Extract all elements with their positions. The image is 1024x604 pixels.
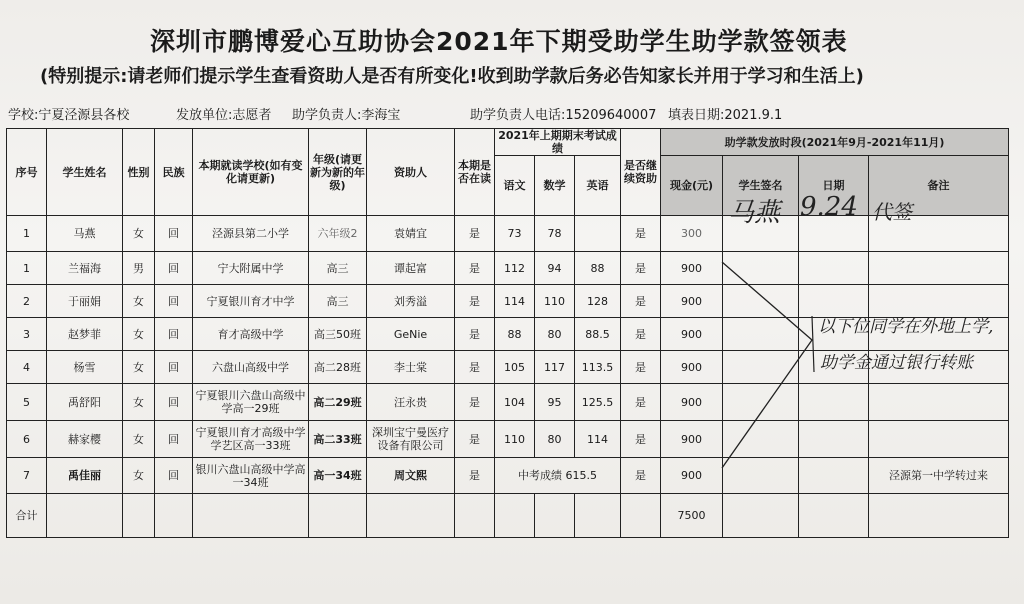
header-period: 助学款发放时段(2021年9月-2021年11月) — [661, 129, 1009, 156]
cell-name: 杨雪 — [47, 351, 123, 384]
cell-enrolled: 是 — [455, 216, 495, 252]
cell-math: 80 — [535, 318, 575, 351]
cell-cash: 900 — [661, 384, 723, 421]
handwritten-signature: 马燕 — [728, 198, 781, 228]
cell-math: 94 — [535, 252, 575, 285]
cell-name: 赵梦菲 — [47, 318, 123, 351]
cell-continue: 是 — [621, 384, 661, 421]
header-school: 本期就读学校(如有变化请更新) — [193, 129, 309, 216]
header-signature: 学生签名 — [723, 156, 799, 216]
cell-gender: 女 — [123, 351, 155, 384]
cell-seq: 6 — [7, 421, 47, 458]
cell-seq: 1 — [7, 216, 47, 252]
header-seq: 序号 — [7, 129, 47, 216]
cell-gender: 女 — [123, 318, 155, 351]
cell-continue: 是 — [621, 351, 661, 384]
header-math: 数学 — [535, 156, 575, 216]
cell-english: 114 — [575, 421, 621, 458]
cell-ethnic: 回 — [155, 285, 193, 318]
cell-sponsor: 周文熙 — [367, 458, 455, 494]
cell-enrolled: 是 — [455, 384, 495, 421]
cell-school: 六盘山高级中学 — [193, 351, 309, 384]
cell-cash: 300 — [661, 216, 723, 252]
cell-grade: 高二33班 — [309, 421, 367, 458]
cell-math: 80 — [535, 421, 575, 458]
cell-seq: 5 — [7, 384, 47, 421]
cell-cash: 900 — [661, 318, 723, 351]
cell-math: 78 — [535, 216, 575, 252]
cell-total-cash: 7500 — [661, 494, 723, 538]
cell-ethnic: 回 — [155, 318, 193, 351]
cell-sponsor: GeNie — [367, 318, 455, 351]
header-grade: 年级(请更新为新的年级) — [309, 129, 367, 216]
info-school: 学校:宁夏泾源县各校 — [8, 108, 130, 123]
cell-chinese: 105 — [495, 351, 535, 384]
header-scores: 2021年上期期末考试成绩 — [495, 129, 621, 156]
cell-ethnic: 回 — [155, 216, 193, 252]
cell-cash: 900 — [661, 351, 723, 384]
cell-ethnic: 回 — [155, 351, 193, 384]
cell-exam-note: 中考成绩 615.5 — [495, 458, 621, 494]
cell-name: 禹佳丽 — [47, 458, 123, 494]
cell-gender: 女 — [123, 458, 155, 494]
cell-total-label: 合计 — [7, 494, 47, 538]
cell-chinese: 88 — [495, 318, 535, 351]
cell-ethnic: 回 — [155, 421, 193, 458]
cell-gender: 女 — [123, 216, 155, 252]
header-chinese: 语文 — [495, 156, 535, 216]
cell-english: 128 — [575, 285, 621, 318]
handwritten-note-line1: 以下位同学在外地上学, — [818, 317, 994, 337]
cell-english: 88 — [575, 252, 621, 285]
cell-school: 育才高级中学 — [193, 318, 309, 351]
cell-ethnic: 回 — [155, 384, 193, 421]
info-date: 填表日期:2021.9.1 — [668, 108, 783, 123]
cell-cash: 900 — [661, 285, 723, 318]
info-phone: 助学负责人电话:15209640007 — [470, 108, 657, 123]
cell-seq: 4 — [7, 351, 47, 384]
cell-chinese: 114 — [495, 285, 535, 318]
cell-seq: 2 — [7, 285, 47, 318]
cell-english: 125.5 — [575, 384, 621, 421]
header-remark: 备注 — [869, 156, 1009, 216]
cell-chinese: 110 — [495, 421, 535, 458]
cell-continue: 是 — [621, 421, 661, 458]
info-responsible: 助学负责人:李海宝 — [292, 108, 401, 123]
cell-enrolled: 是 — [455, 318, 495, 351]
cell-gender: 男 — [123, 252, 155, 285]
cell-seq: 7 — [7, 458, 47, 494]
cell-sponsor: 刘秀溢 — [367, 285, 455, 318]
header-english: 英语 — [575, 156, 621, 216]
cell-continue: 是 — [621, 285, 661, 318]
cell-grade: 高三50班 — [309, 318, 367, 351]
cell-cash: 900 — [661, 252, 723, 285]
header-name: 学生姓名 — [47, 129, 123, 216]
cell-chinese: 73 — [495, 216, 535, 252]
cell-math: 117 — [535, 351, 575, 384]
cell-remark: 泾源第一中学转过来 — [869, 458, 1009, 494]
cell-gender: 女 — [123, 384, 155, 421]
header-cash: 现金(元) — [661, 156, 723, 216]
cell-continue: 是 — [621, 252, 661, 285]
cell-grade: 高二29班 — [309, 384, 367, 421]
cell-chinese: 112 — [495, 252, 535, 285]
cell-school: 宁夏银川育才高级中学学艺区高一33班 — [193, 421, 309, 458]
cell-enrolled: 是 — [455, 351, 495, 384]
cell-school: 宁夏银川六盘山高级中学高一29班 — [193, 384, 309, 421]
cell-english: 88.5 — [575, 318, 621, 351]
cell-enrolled: 是 — [455, 285, 495, 318]
cell-cash: 900 — [661, 421, 723, 458]
handwritten-proxy: 代签 — [872, 200, 912, 224]
cell-school: 宁夏银川育才中学 — [193, 285, 309, 318]
cell-math: 110 — [535, 285, 575, 318]
cell-name: 马燕 — [47, 216, 123, 252]
cell-sponsor: 袁婧宜 — [367, 216, 455, 252]
cell-enrolled: 是 — [455, 458, 495, 494]
header-ethnic: 民族 — [155, 129, 193, 216]
cell-continue: 是 — [621, 458, 661, 494]
cell-sponsor: 深圳宝宁曼医疗设备有限公司 — [367, 421, 455, 458]
cell-name: 禹舒阳 — [47, 384, 123, 421]
handwritten-note-line2: 助学金通过银行转账 — [820, 353, 973, 373]
cell-school: 宁大附属中学 — [193, 252, 309, 285]
header-gender: 性别 — [123, 129, 155, 216]
cell-cash: 900 — [661, 458, 723, 494]
header-enrolled: 本期是否在读 — [455, 129, 495, 216]
cell-school: 银川六盘山高级中学高一34班 — [193, 458, 309, 494]
cell-gender: 女 — [123, 285, 155, 318]
cell-name: 于丽娟 — [47, 285, 123, 318]
cell-school: 泾源县第二小学 — [193, 216, 309, 252]
header-sponsor: 资助人 — [367, 129, 455, 216]
page-title: 深圳市鹏博爱心互助协会2021年下期受助学生助学款签领表 — [150, 27, 848, 56]
cell-continue: 是 — [621, 318, 661, 351]
cell-grade: 高三 — [309, 252, 367, 285]
cell-sponsor: 谭起富 — [367, 252, 455, 285]
cell-gender: 女 — [123, 421, 155, 458]
cell-sponsor: 李士棠 — [367, 351, 455, 384]
cell-grade: 高三 — [309, 285, 367, 318]
header-sign-date: 日期 — [799, 156, 869, 216]
cell-name: 兰福海 — [47, 252, 123, 285]
info-issuer: 发放单位:志愿者 — [176, 108, 272, 123]
cell-grade: 六年级2 — [309, 216, 367, 252]
cell-ethnic: 回 — [155, 458, 193, 494]
cell-grade: 高二28班 — [309, 351, 367, 384]
cell-chinese: 104 — [495, 384, 535, 421]
cell-sponsor: 汪永贵 — [367, 384, 455, 421]
header-continue: 是否继续资助 — [621, 129, 661, 216]
handwritten-date: 9.24 — [800, 192, 858, 222]
cell-enrolled: 是 — [455, 252, 495, 285]
cell-enrolled: 是 — [455, 421, 495, 458]
cell-english: 113.5 — [575, 351, 621, 384]
cell-name: 赫家樱 — [47, 421, 123, 458]
cell-continue: 是 — [621, 216, 661, 252]
notice-text: (特别提示:请老师们提示学生查看资助人是否有所变化!收到助学款后务必告知家长并用于学习和生活上) — [40, 66, 864, 87]
cell-math: 95 — [535, 384, 575, 421]
cell-grade: 高一34班 — [309, 458, 367, 494]
cell-seq: 1 — [7, 252, 47, 285]
cell-ethnic: 回 — [155, 252, 193, 285]
cell-seq: 3 — [7, 318, 47, 351]
